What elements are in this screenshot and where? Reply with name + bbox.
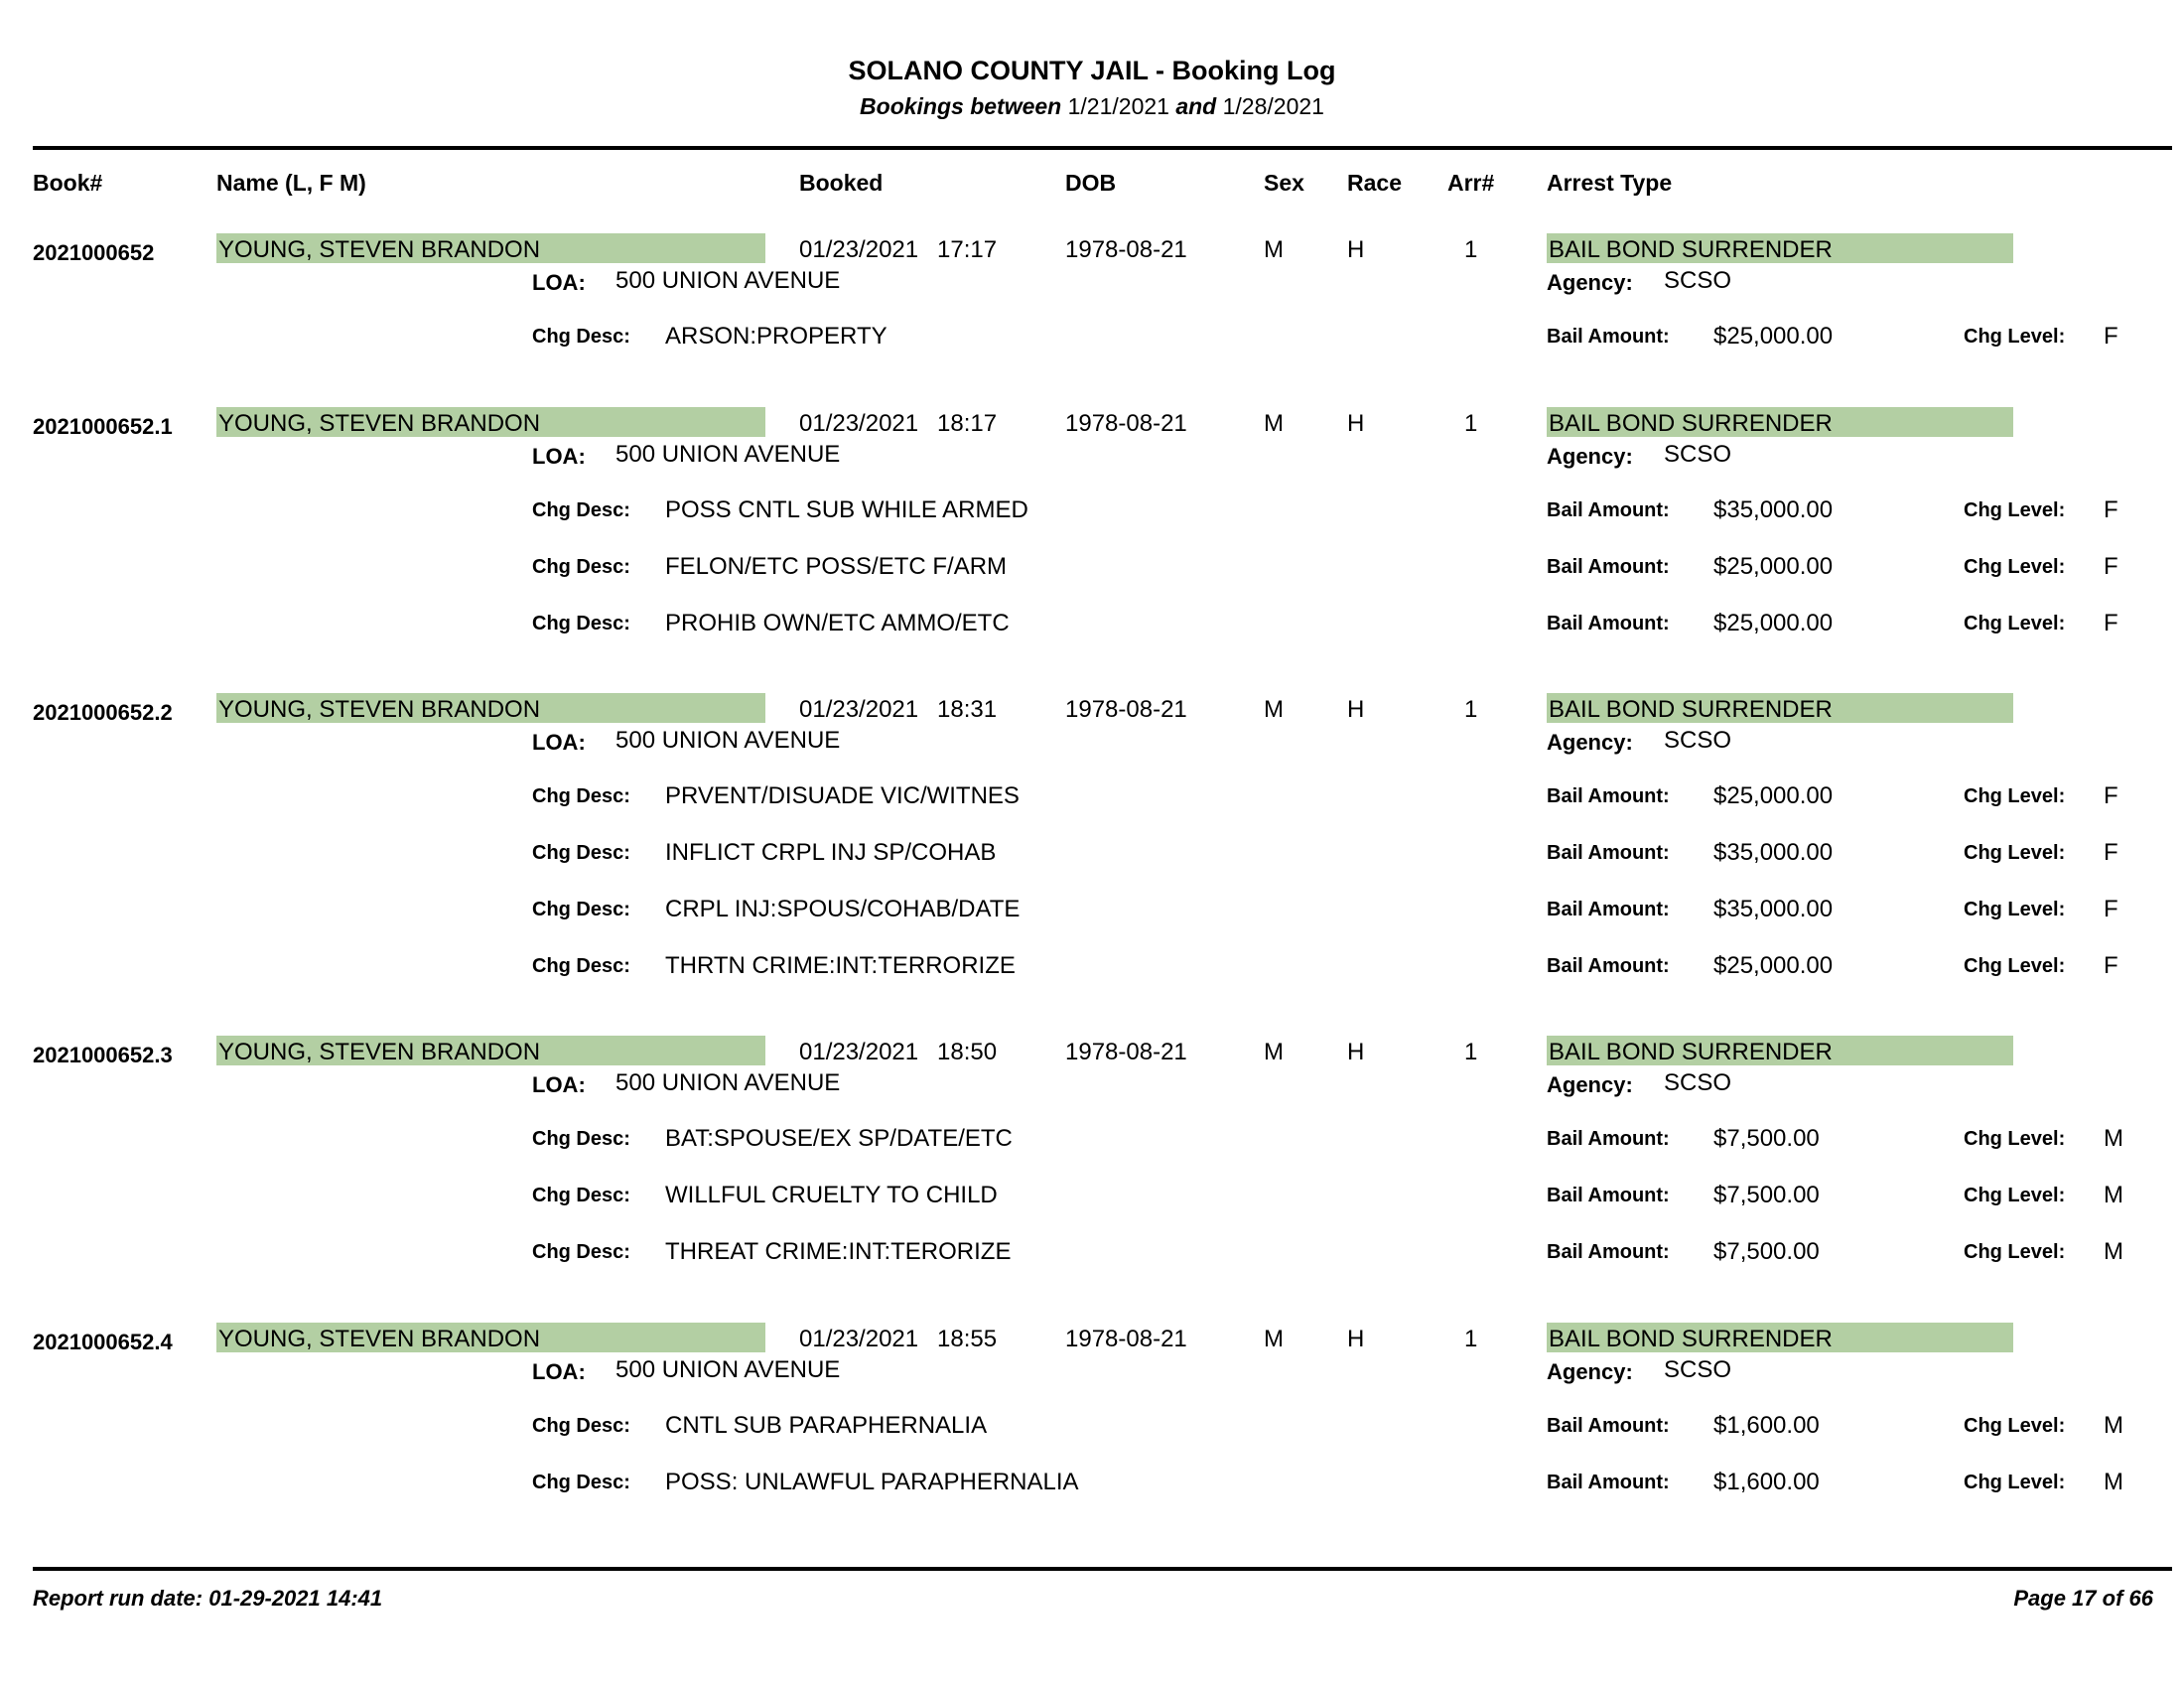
booking-record — [0, 1036, 2184, 1334]
booking-record — [0, 693, 2184, 991]
booked-time: 17:17 — [937, 236, 998, 263]
dob: 1978-08-21 — [1065, 236, 1187, 263]
bail-amount: $1,600.00 — [1713, 1469, 1820, 1495]
header-rule — [33, 146, 2172, 150]
bail-amount-label: Bail Amount: — [1547, 499, 1670, 521]
race: H — [1347, 410, 1365, 437]
dob: 1978-08-21 — [1065, 696, 1187, 723]
charge-description: THREAT CRIME:INT:TERORIZE — [665, 1238, 1012, 1265]
bail-amount-label: Bail Amount: — [1547, 1472, 1670, 1493]
sex: M — [1264, 1326, 1284, 1352]
charge-description: POSS: UNLAWFUL PARAPHERNALIA — [665, 1469, 1079, 1495]
chg-level-label: Chg Level: — [1964, 613, 2066, 634]
chg-desc-label: Chg Desc: — [532, 1415, 630, 1437]
race: H — [1347, 1039, 1365, 1065]
booked-time: 18:55 — [937, 1326, 998, 1352]
sex: M — [1264, 410, 1284, 437]
booked-date: 01/23/2021 — [799, 696, 919, 723]
bail-amount-label: Bail Amount: — [1547, 955, 1670, 977]
end-date: 1/28/2021 — [1222, 93, 1324, 119]
loa-value: 500 UNION AVENUE — [615, 727, 841, 754]
chg-desc-label: Chg Desc: — [532, 955, 630, 977]
booked-date: 01/23/2021 — [799, 1326, 919, 1352]
charge-description: FELON/ETC POSS/ETC F/ARM — [665, 553, 1008, 580]
charge-description: PROHIB OWN/ETC AMMO/ETC — [665, 610, 1010, 636]
agency-label: Agency: — [1547, 730, 1633, 755]
bail-amount-label: Bail Amount: — [1547, 556, 1670, 578]
agency-value: SCSO — [1664, 267, 1732, 294]
arrest-number: 1 — [1464, 236, 1478, 263]
bail-amount-label: Bail Amount: — [1547, 785, 1670, 807]
col-arr: Arr# — [1447, 170, 1495, 196]
book-number: 2021000652.1 — [33, 414, 173, 439]
chg-level-label: Chg Level: — [1964, 1472, 2066, 1493]
booked-time: 18:50 — [937, 1039, 998, 1065]
bail-amount-label: Bail Amount: — [1547, 1185, 1670, 1206]
agency-value: SCSO — [1664, 1069, 1732, 1096]
chg-level-label: Chg Level: — [1964, 1415, 2066, 1437]
charge-level: F — [2104, 496, 2118, 523]
charge-level: M — [2104, 1182, 2123, 1208]
bail-amount-label: Bail Amount: — [1547, 1128, 1670, 1150]
col-sex: Sex — [1264, 170, 1304, 196]
chg-level-label: Chg Level: — [1964, 499, 2066, 521]
bail-amount: $25,000.00 — [1713, 553, 1834, 580]
charge-description: PRVENT/DISUADE VIC/WITNES — [665, 782, 1020, 809]
arrest-type: BAIL BOND SURRENDER — [1547, 233, 2013, 263]
charge-level: F — [2104, 553, 2118, 580]
chg-level-label: Chg Level: — [1964, 1185, 2066, 1206]
chg-level-label: Chg Level: — [1964, 842, 2066, 864]
booked-time: 18:31 — [937, 696, 998, 723]
subtitle-and: and — [1175, 93, 1217, 119]
chg-desc-label: Chg Desc: — [532, 1241, 630, 1263]
agency-value: SCSO — [1664, 1356, 1732, 1383]
booking-record — [0, 1323, 2184, 1620]
charge-description: BAT:SPOUSE/EX SP/DATE/ETC — [665, 1125, 1013, 1152]
inmate-name: YOUNG, STEVEN BRANDON — [216, 693, 765, 723]
bail-amount: $25,000.00 — [1713, 782, 1834, 809]
start-date: 1/21/2021 — [1067, 93, 1169, 119]
agency-value: SCSO — [1664, 727, 1732, 754]
booked-date: 01/23/2021 — [799, 410, 919, 437]
bail-amount: $7,500.00 — [1713, 1238, 1820, 1265]
dob: 1978-08-21 — [1065, 1039, 1187, 1065]
sex: M — [1264, 1039, 1284, 1065]
arrest-type: BAIL BOND SURRENDER — [1547, 1323, 2013, 1352]
bail-amount: $25,000.00 — [1713, 952, 1834, 979]
booked-time: 18:17 — [937, 410, 998, 437]
report-subtitle — [0, 93, 2184, 120]
arrest-number: 1 — [1464, 1039, 1478, 1065]
bail-amount: $1,600.00 — [1713, 1412, 1820, 1439]
col-name: Name (L, F M) — [216, 170, 366, 196]
charge-level: M — [2104, 1469, 2123, 1495]
chg-desc-label: Chg Desc: — [532, 1185, 630, 1206]
page-number: Page 17 of 66 — [2013, 1586, 2153, 1611]
book-number: 2021000652.3 — [33, 1043, 173, 1067]
chg-desc-label: Chg Desc: — [532, 499, 630, 521]
chg-desc-label: Chg Desc: — [532, 842, 630, 864]
sex: M — [1264, 696, 1284, 723]
charge-level: M — [2104, 1238, 2123, 1265]
chg-level-label: Chg Level: — [1964, 899, 2066, 920]
arrest-number: 1 — [1464, 1326, 1478, 1352]
col-race: Race — [1347, 170, 1402, 196]
subtitle-prefix: Bookings between — [860, 93, 1062, 119]
inmate-name: YOUNG, STEVEN BRANDON — [216, 1036, 765, 1065]
charge-description: INFLICT CRPL INJ SP/COHAB — [665, 839, 997, 866]
charge-level: M — [2104, 1412, 2123, 1439]
arrest-number: 1 — [1464, 410, 1478, 437]
booked-date: 01/23/2021 — [799, 236, 919, 263]
charge-level: F — [2104, 896, 2118, 922]
book-number: 2021000652.4 — [33, 1330, 173, 1354]
loa-value: 500 UNION AVENUE — [615, 267, 841, 294]
chg-desc-label: Chg Desc: — [532, 1472, 630, 1493]
bail-amount: $25,000.00 — [1713, 610, 1834, 636]
charge-level: F — [2104, 782, 2118, 809]
book-number: 2021000652.2 — [33, 700, 173, 725]
bail-amount: $35,000.00 — [1713, 839, 1834, 866]
chg-level-label: Chg Level: — [1964, 955, 2066, 977]
chg-level-label: Chg Level: — [1964, 326, 2066, 348]
bail-amount: $35,000.00 — [1713, 496, 1834, 523]
chg-desc-label: Chg Desc: — [532, 613, 630, 634]
agency-label: Agency: — [1547, 270, 1633, 295]
loa-label: LOA: — [532, 270, 586, 295]
bail-amount-label: Bail Amount: — [1547, 613, 1670, 634]
bail-amount: $7,500.00 — [1713, 1182, 1820, 1208]
col-booked: Booked — [799, 170, 884, 196]
agency-label: Agency: — [1547, 1359, 1633, 1384]
booked-date: 01/23/2021 — [799, 1039, 919, 1065]
sex: M — [1264, 236, 1284, 263]
arrest-type: BAIL BOND SURRENDER — [1547, 407, 2013, 437]
bail-amount-label: Bail Amount: — [1547, 326, 1670, 348]
loa-label: LOA: — [532, 1359, 586, 1384]
loa-value: 500 UNION AVENUE — [615, 441, 841, 468]
charge-level: F — [2104, 323, 2118, 350]
chg-level-label: Chg Level: — [1964, 556, 2066, 578]
chg-level-label: Chg Level: — [1964, 1128, 2066, 1150]
charge-description: WILLFUL CRUELTY TO CHILD — [665, 1182, 998, 1208]
chg-desc-label: Chg Desc: — [532, 326, 630, 348]
footer-rule — [33, 1567, 2172, 1571]
inmate-name: YOUNG, STEVEN BRANDON — [216, 1323, 765, 1352]
charge-description: CRPL INJ:SPOUS/COHAB/DATE — [665, 896, 1021, 922]
col-dob: DOB — [1065, 170, 1117, 196]
charge-description: ARSON:PROPERTY — [665, 323, 887, 350]
col-book: Book# — [33, 170, 103, 196]
inmate-name: YOUNG, STEVEN BRANDON — [216, 407, 765, 437]
charge-description: POSS CNTL SUB WHILE ARMED — [665, 496, 1028, 523]
arrest-number: 1 — [1464, 696, 1478, 723]
bail-amount: $7,500.00 — [1713, 1125, 1820, 1152]
chg-desc-label: Chg Desc: — [532, 1128, 630, 1150]
agency-label: Agency: — [1547, 444, 1633, 469]
agency-label: Agency: — [1547, 1072, 1633, 1097]
charge-level: M — [2104, 1125, 2123, 1152]
charge-level: F — [2104, 952, 2118, 979]
loa-label: LOA: — [532, 444, 586, 469]
dob: 1978-08-21 — [1065, 1326, 1187, 1352]
report-run-date: Report run date: 01-29-2021 14:41 — [33, 1586, 383, 1611]
report-title: SOLANO COUNTY JAIL - Booking Log — [848, 56, 1336, 85]
arrest-type: BAIL BOND SURRENDER — [1547, 1036, 2013, 1065]
chg-desc-label: Chg Desc: — [532, 785, 630, 807]
chg-level-label: Chg Level: — [1964, 1241, 2066, 1263]
race: H — [1347, 696, 1365, 723]
booking-record — [0, 407, 2184, 705]
chg-level-label: Chg Level: — [1964, 785, 2066, 807]
loa-value: 500 UNION AVENUE — [615, 1356, 841, 1383]
bail-amount-label: Bail Amount: — [1547, 1415, 1670, 1437]
bail-amount-label: Bail Amount: — [1547, 842, 1670, 864]
race: H — [1347, 236, 1365, 263]
col-arrest-type: Arrest Type — [1547, 170, 1673, 196]
loa-value: 500 UNION AVENUE — [615, 1069, 841, 1096]
bail-amount: $25,000.00 — [1713, 323, 1834, 350]
charge-description: CNTL SUB PARAPHERNALIA — [665, 1412, 988, 1439]
agency-value: SCSO — [1664, 441, 1732, 468]
arrest-type: BAIL BOND SURRENDER — [1547, 693, 2013, 723]
loa-label: LOA: — [532, 1072, 586, 1097]
loa-label: LOA: — [532, 730, 586, 755]
chg-desc-label: Chg Desc: — [532, 556, 630, 578]
book-number: 2021000652 — [33, 240, 155, 265]
bail-amount-label: Bail Amount: — [1547, 899, 1670, 920]
charge-level: F — [2104, 839, 2118, 866]
race: H — [1347, 1326, 1365, 1352]
bail-amount: $35,000.00 — [1713, 896, 1834, 922]
inmate-name: YOUNG, STEVEN BRANDON — [216, 233, 765, 263]
chg-desc-label: Chg Desc: — [532, 899, 630, 920]
charge-description: THRTN CRIME:INT:TERRORIZE — [665, 952, 1016, 979]
dob: 1978-08-21 — [1065, 410, 1187, 437]
charge-level: F — [2104, 610, 2118, 636]
bail-amount-label: Bail Amount: — [1547, 1241, 1670, 1263]
